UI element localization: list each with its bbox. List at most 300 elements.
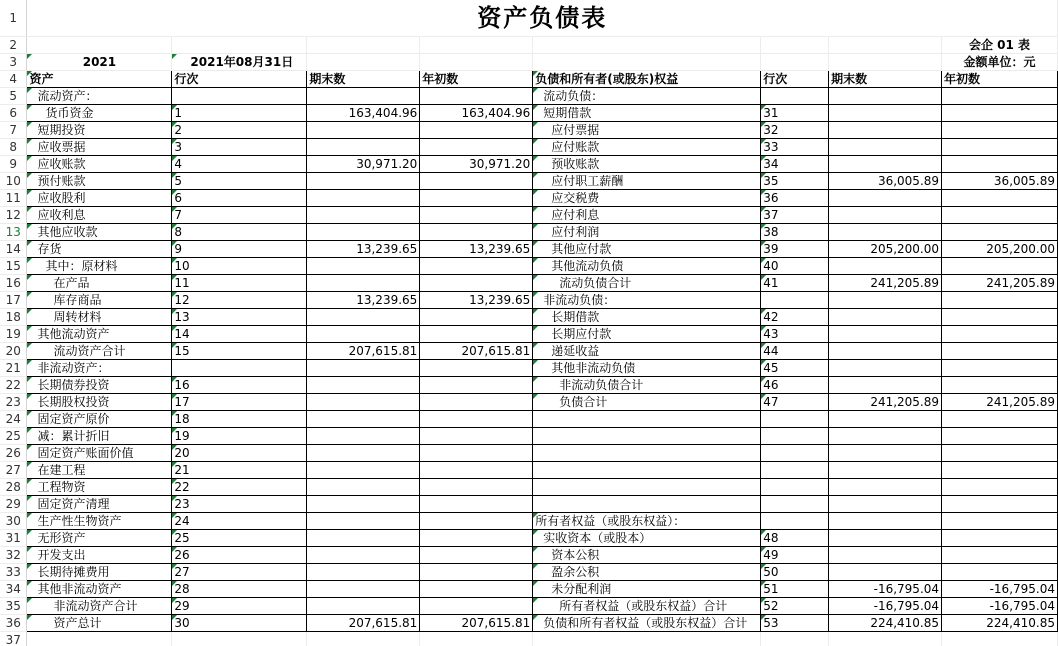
liability-end-value-cell[interactable] bbox=[829, 155, 942, 172]
liability-row-no-cell[interactable]: 32 bbox=[761, 121, 829, 138]
asset-row-no-cell[interactable] bbox=[172, 87, 307, 104]
asset-name-cell[interactable]: 生产性生物资产 bbox=[27, 512, 172, 529]
asset-begin-value-cell[interactable] bbox=[420, 478, 533, 495]
header-row-no-2[interactable]: 行次 bbox=[761, 70, 829, 87]
liability-end-value-cell[interactable] bbox=[829, 495, 942, 512]
asset-begin-value-cell[interactable]: 13,239.65 bbox=[420, 240, 533, 257]
asset-row-no-cell[interactable]: 18 bbox=[172, 410, 307, 427]
liability-name-cell[interactable]: 资本公积 bbox=[533, 546, 761, 563]
row-header[interactable]: 30 bbox=[0, 512, 27, 529]
asset-end-value-cell[interactable] bbox=[307, 580, 420, 597]
liability-begin-value-cell[interactable] bbox=[942, 155, 1058, 172]
liability-begin-value-cell[interactable] bbox=[942, 206, 1058, 223]
liability-end-value-cell[interactable] bbox=[829, 410, 942, 427]
empty-cell[interactable] bbox=[172, 631, 307, 646]
liability-name-cell[interactable] bbox=[533, 427, 761, 444]
liability-name-cell[interactable]: 应付账款 bbox=[533, 138, 761, 155]
liability-begin-value-cell[interactable] bbox=[942, 512, 1058, 529]
liability-row-no-cell[interactable]: 53 bbox=[761, 614, 829, 631]
asset-begin-value-cell[interactable] bbox=[420, 223, 533, 240]
asset-begin-value-cell[interactable] bbox=[420, 172, 533, 189]
header-end-balance-2[interactable]: 期末数 bbox=[829, 70, 942, 87]
asset-begin-value-cell[interactable] bbox=[420, 580, 533, 597]
asset-name-cell[interactable]: 流动资产： bbox=[27, 87, 172, 104]
date-cell[interactable]: 2021年08月31日 bbox=[172, 53, 307, 70]
asset-begin-value-cell[interactable] bbox=[420, 121, 533, 138]
liability-row-no-cell[interactable]: 39 bbox=[761, 240, 829, 257]
asset-end-value-cell[interactable] bbox=[307, 359, 420, 376]
liability-begin-value-cell[interactable] bbox=[942, 325, 1058, 342]
header-end-balance[interactable]: 期末数 bbox=[307, 70, 420, 87]
liability-begin-value-cell[interactable] bbox=[942, 444, 1058, 461]
liability-end-value-cell[interactable] bbox=[829, 444, 942, 461]
header-asset[interactable]: 资产 bbox=[27, 70, 172, 87]
liability-row-no-cell[interactable]: 40 bbox=[761, 257, 829, 274]
empty-cell[interactable] bbox=[942, 631, 1058, 646]
asset-row-no-cell[interactable]: 1 bbox=[172, 104, 307, 121]
liability-row-no-cell[interactable]: 45 bbox=[761, 359, 829, 376]
liability-name-cell[interactable]: 负债合计 bbox=[533, 393, 761, 410]
liability-name-cell[interactable] bbox=[533, 495, 761, 512]
liability-begin-value-cell[interactable]: 241,205.89 bbox=[942, 393, 1058, 410]
row-header[interactable]: 8 bbox=[0, 138, 27, 155]
currency-unit[interactable]: 金额单位：元 bbox=[942, 53, 1058, 70]
asset-begin-value-cell[interactable] bbox=[420, 359, 533, 376]
asset-end-value-cell[interactable] bbox=[307, 206, 420, 223]
asset-name-cell[interactable]: 应收利息 bbox=[27, 206, 172, 223]
liability-row-no-cell[interactable] bbox=[761, 495, 829, 512]
asset-end-value-cell[interactable]: 13,239.65 bbox=[307, 240, 420, 257]
liability-end-value-cell[interactable] bbox=[829, 325, 942, 342]
liability-name-cell[interactable] bbox=[533, 461, 761, 478]
row-header[interactable]: 21 bbox=[0, 359, 27, 376]
asset-end-value-cell[interactable] bbox=[307, 546, 420, 563]
liability-end-value-cell[interactable]: 205,200.00 bbox=[829, 240, 942, 257]
asset-name-cell[interactable]: 货币资金 bbox=[27, 104, 172, 121]
asset-end-value-cell[interactable] bbox=[307, 87, 420, 104]
liability-begin-value-cell[interactable] bbox=[942, 546, 1058, 563]
liability-name-cell[interactable]: 其他流动负债 bbox=[533, 257, 761, 274]
liability-row-no-cell[interactable]: 44 bbox=[761, 342, 829, 359]
asset-begin-value-cell[interactable]: 13,239.65 bbox=[420, 291, 533, 308]
liability-begin-value-cell[interactable]: -16,795.04 bbox=[942, 580, 1058, 597]
row-header[interactable]: 16 bbox=[0, 274, 27, 291]
asset-begin-value-cell[interactable] bbox=[420, 461, 533, 478]
liability-row-no-cell[interactable]: 49 bbox=[761, 546, 829, 563]
asset-row-no-cell[interactable]: 30 bbox=[172, 614, 307, 631]
asset-end-value-cell[interactable] bbox=[307, 189, 420, 206]
asset-name-cell[interactable]: 减：累计折旧 bbox=[27, 427, 172, 444]
asset-row-no-cell[interactable]: 20 bbox=[172, 444, 307, 461]
liability-end-value-cell[interactable] bbox=[829, 104, 942, 121]
row-header[interactable]: 37 bbox=[0, 631, 27, 646]
liability-end-value-cell[interactable] bbox=[829, 189, 942, 206]
liability-row-no-cell[interactable]: 51 bbox=[761, 580, 829, 597]
liability-end-value-cell[interactable] bbox=[829, 223, 942, 240]
header-begin-balance-2[interactable]: 年初数 bbox=[942, 70, 1058, 87]
asset-name-cell[interactable]: 长期待摊费用 bbox=[27, 563, 172, 580]
liability-row-no-cell[interactable]: 52 bbox=[761, 597, 829, 614]
asset-name-cell[interactable]: 预付账款 bbox=[27, 172, 172, 189]
asset-end-value-cell[interactable]: 207,615.81 bbox=[307, 614, 420, 631]
asset-begin-value-cell[interactable] bbox=[420, 87, 533, 104]
asset-begin-value-cell[interactable] bbox=[420, 189, 533, 206]
asset-end-value-cell[interactable] bbox=[307, 121, 420, 138]
row-header[interactable]: 12 bbox=[0, 206, 27, 223]
row-header[interactable]: 31 bbox=[0, 529, 27, 546]
liability-row-no-cell[interactable]: 48 bbox=[761, 529, 829, 546]
liability-name-cell[interactable]: 所有者权益（或股东权益）： bbox=[533, 512, 761, 529]
year-cell[interactable]: 2021 bbox=[27, 53, 172, 70]
liability-row-no-cell[interactable]: 33 bbox=[761, 138, 829, 155]
liability-end-value-cell[interactable] bbox=[829, 138, 942, 155]
liability-begin-value-cell[interactable] bbox=[942, 410, 1058, 427]
asset-name-cell[interactable]: 其中：原材料 bbox=[27, 257, 172, 274]
liability-end-value-cell[interactable] bbox=[829, 121, 942, 138]
row-header[interactable]: 20 bbox=[0, 342, 27, 359]
liability-end-value-cell[interactable]: -16,795.04 bbox=[829, 597, 942, 614]
liability-end-value-cell[interactable]: 224,410.85 bbox=[829, 614, 942, 631]
asset-row-no-cell[interactable]: 5 bbox=[172, 172, 307, 189]
asset-row-no-cell[interactable]: 15 bbox=[172, 342, 307, 359]
asset-row-no-cell[interactable]: 27 bbox=[172, 563, 307, 580]
liability-row-no-cell[interactable] bbox=[761, 444, 829, 461]
asset-begin-value-cell[interactable] bbox=[420, 325, 533, 342]
asset-end-value-cell[interactable]: 207,615.81 bbox=[307, 342, 420, 359]
asset-name-cell[interactable]: 在产品 bbox=[27, 274, 172, 291]
liability-name-cell[interactable]: 流动负债合计 bbox=[533, 274, 761, 291]
liability-begin-value-cell[interactable] bbox=[942, 529, 1058, 546]
asset-name-cell[interactable]: 固定资产原价 bbox=[27, 410, 172, 427]
asset-end-value-cell[interactable] bbox=[307, 274, 420, 291]
liability-begin-value-cell[interactable] bbox=[942, 308, 1058, 325]
asset-name-cell[interactable]: 应收账款 bbox=[27, 155, 172, 172]
liability-end-value-cell[interactable] bbox=[829, 512, 942, 529]
title-cell[interactable] bbox=[27, 0, 1058, 36]
asset-name-cell[interactable]: 其他非流动资产 bbox=[27, 580, 172, 597]
row-header[interactable]: 15 bbox=[0, 257, 27, 274]
liability-row-no-cell[interactable]: 31 bbox=[761, 104, 829, 121]
asset-begin-value-cell[interactable]: 207,615.81 bbox=[420, 614, 533, 631]
liability-end-value-cell[interactable]: 241,205.89 bbox=[829, 274, 942, 291]
asset-begin-value-cell[interactable] bbox=[420, 393, 533, 410]
liability-end-value-cell[interactable] bbox=[829, 529, 942, 546]
asset-name-cell[interactable]: 长期债券投资 bbox=[27, 376, 172, 393]
asset-end-value-cell[interactable] bbox=[307, 410, 420, 427]
asset-row-no-cell[interactable]: 10 bbox=[172, 257, 307, 274]
liability-name-cell[interactable]: 非流动负债： bbox=[533, 291, 761, 308]
asset-end-value-cell[interactable] bbox=[307, 512, 420, 529]
asset-end-value-cell[interactable]: 163,404.96 bbox=[307, 104, 420, 121]
liability-name-cell[interactable]: 应付职工薪酬 bbox=[533, 172, 761, 189]
row-header[interactable]: 33 bbox=[0, 563, 27, 580]
row-header[interactable]: 7 bbox=[0, 121, 27, 138]
liability-row-no-cell[interactable] bbox=[761, 461, 829, 478]
liability-begin-value-cell[interactable] bbox=[942, 427, 1058, 444]
asset-name-cell[interactable]: 存货 bbox=[27, 240, 172, 257]
asset-begin-value-cell[interactable] bbox=[420, 546, 533, 563]
asset-begin-value-cell[interactable]: 30,971.20 bbox=[420, 155, 533, 172]
liability-name-cell[interactable]: 应付利息 bbox=[533, 206, 761, 223]
liability-name-cell[interactable]: 实收资本（或股本） bbox=[533, 529, 761, 546]
liability-begin-value-cell[interactable]: 224,410.85 bbox=[942, 614, 1058, 631]
asset-row-no-cell[interactable]: 11 bbox=[172, 274, 307, 291]
row-header[interactable]: 18 bbox=[0, 308, 27, 325]
asset-end-value-cell[interactable] bbox=[307, 461, 420, 478]
asset-name-cell[interactable]: 资产总计 bbox=[27, 614, 172, 631]
asset-row-no-cell[interactable]: 9 bbox=[172, 240, 307, 257]
liability-end-value-cell[interactable] bbox=[829, 308, 942, 325]
asset-end-value-cell[interactable] bbox=[307, 495, 420, 512]
liability-end-value-cell[interactable]: 36,005.89 bbox=[829, 172, 942, 189]
row-header[interactable]: 14 bbox=[0, 240, 27, 257]
asset-end-value-cell[interactable]: 13,239.65 bbox=[307, 291, 420, 308]
liability-begin-value-cell[interactable] bbox=[942, 563, 1058, 580]
asset-name-cell[interactable]: 短期投资 bbox=[27, 121, 172, 138]
asset-row-no-cell[interactable]: 14 bbox=[172, 325, 307, 342]
liability-end-value-cell[interactable]: 241,205.89 bbox=[829, 393, 942, 410]
row-header[interactable]: 34 bbox=[0, 580, 27, 597]
liability-begin-value-cell[interactable] bbox=[942, 291, 1058, 308]
asset-name-cell[interactable]: 工程物资 bbox=[27, 478, 172, 495]
liability-row-no-cell[interactable]: 35 bbox=[761, 172, 829, 189]
liability-name-cell[interactable]: 未分配利润 bbox=[533, 580, 761, 597]
asset-end-value-cell[interactable]: 30,971.20 bbox=[307, 155, 420, 172]
liability-begin-value-cell[interactable] bbox=[942, 257, 1058, 274]
asset-row-no-cell[interactable]: 21 bbox=[172, 461, 307, 478]
liability-end-value-cell[interactable] bbox=[829, 546, 942, 563]
liability-begin-value-cell[interactable] bbox=[942, 342, 1058, 359]
liability-begin-value-cell[interactable] bbox=[942, 359, 1058, 376]
liability-name-cell[interactable]: 负债和所有者权益（或股东权益）合计 bbox=[533, 614, 761, 631]
asset-name-cell[interactable]: 非流动资产： bbox=[27, 359, 172, 376]
header-row-no[interactable]: 行次 bbox=[172, 70, 307, 87]
asset-name-cell[interactable]: 长期股权投资 bbox=[27, 393, 172, 410]
row-header[interactable]: 11 bbox=[0, 189, 27, 206]
liability-begin-value-cell[interactable] bbox=[942, 138, 1058, 155]
liability-end-value-cell[interactable] bbox=[829, 291, 942, 308]
liability-begin-value-cell[interactable] bbox=[942, 478, 1058, 495]
asset-begin-value-cell[interactable] bbox=[420, 138, 533, 155]
liability-row-no-cell[interactable]: 46 bbox=[761, 376, 829, 393]
liability-row-no-cell[interactable]: 37 bbox=[761, 206, 829, 223]
form-number[interactable]: 会企 01 表 bbox=[942, 36, 1058, 53]
asset-begin-value-cell[interactable] bbox=[420, 563, 533, 580]
liability-name-cell[interactable]: 长期借款 bbox=[533, 308, 761, 325]
asset-row-no-cell[interactable]: 28 bbox=[172, 580, 307, 597]
liability-begin-value-cell[interactable] bbox=[942, 87, 1058, 104]
liability-begin-value-cell[interactable] bbox=[942, 104, 1058, 121]
liability-end-value-cell[interactable] bbox=[829, 359, 942, 376]
asset-row-no-cell[interactable]: 22 bbox=[172, 478, 307, 495]
asset-row-no-cell[interactable]: 23 bbox=[172, 495, 307, 512]
liability-row-no-cell[interactable]: 42 bbox=[761, 308, 829, 325]
asset-end-value-cell[interactable] bbox=[307, 376, 420, 393]
liability-name-cell[interactable]: 长期应付款 bbox=[533, 325, 761, 342]
liability-row-no-cell[interactable]: 38 bbox=[761, 223, 829, 240]
asset-end-value-cell[interactable] bbox=[307, 223, 420, 240]
asset-row-no-cell[interactable]: 4 bbox=[172, 155, 307, 172]
empty-cell[interactable] bbox=[761, 631, 829, 646]
asset-row-no-cell[interactable] bbox=[172, 359, 307, 376]
liability-begin-value-cell[interactable] bbox=[942, 223, 1058, 240]
liability-name-cell[interactable]: 递延收益 bbox=[533, 342, 761, 359]
asset-begin-value-cell[interactable] bbox=[420, 257, 533, 274]
row-header[interactable]: 23 bbox=[0, 393, 27, 410]
liability-row-no-cell[interactable] bbox=[761, 410, 829, 427]
asset-row-no-cell[interactable]: 17 bbox=[172, 393, 307, 410]
liability-end-value-cell[interactable] bbox=[829, 376, 942, 393]
empty-cell[interactable] bbox=[829, 631, 942, 646]
row-header[interactable]: 9 bbox=[0, 155, 27, 172]
liability-end-value-cell[interactable] bbox=[829, 87, 942, 104]
liability-end-value-cell[interactable]: -16,795.04 bbox=[829, 580, 942, 597]
liability-row-no-cell[interactable] bbox=[761, 427, 829, 444]
liability-end-value-cell[interactable] bbox=[829, 257, 942, 274]
asset-row-no-cell[interactable]: 19 bbox=[172, 427, 307, 444]
liability-name-cell[interactable] bbox=[533, 410, 761, 427]
asset-row-no-cell[interactable]: 25 bbox=[172, 529, 307, 546]
header-liabilities[interactable]: 负债和所有者(或股东)权益 bbox=[533, 70, 761, 87]
liability-row-no-cell[interactable]: 43 bbox=[761, 325, 829, 342]
asset-name-cell[interactable]: 非流动资产合计 bbox=[27, 597, 172, 614]
liability-begin-value-cell[interactable]: 36,005.89 bbox=[942, 172, 1058, 189]
asset-row-no-cell[interactable]: 6 bbox=[172, 189, 307, 206]
liability-row-no-cell[interactable] bbox=[761, 512, 829, 529]
row-header[interactable]: 17 bbox=[0, 291, 27, 308]
empty-cell[interactable] bbox=[420, 631, 533, 646]
asset-name-cell[interactable]: 应收票据 bbox=[27, 138, 172, 155]
asset-begin-value-cell[interactable] bbox=[420, 529, 533, 546]
liability-end-value-cell[interactable] bbox=[829, 478, 942, 495]
liability-row-no-cell[interactable]: 34 bbox=[761, 155, 829, 172]
liability-name-cell[interactable]: 其他应付款 bbox=[533, 240, 761, 257]
liability-row-no-cell[interactable]: 47 bbox=[761, 393, 829, 410]
liability-end-value-cell[interactable] bbox=[829, 206, 942, 223]
row-header[interactable]: 27 bbox=[0, 461, 27, 478]
liability-end-value-cell[interactable] bbox=[829, 563, 942, 580]
row-header[interactable]: 32 bbox=[0, 546, 27, 563]
header-begin-balance[interactable]: 年初数 bbox=[420, 70, 533, 87]
row-header[interactable]: 25 bbox=[0, 427, 27, 444]
asset-begin-value-cell[interactable] bbox=[420, 206, 533, 223]
liability-name-cell[interactable]: 应付利润 bbox=[533, 223, 761, 240]
liability-name-cell[interactable]: 应交税费 bbox=[533, 189, 761, 206]
asset-end-value-cell[interactable] bbox=[307, 563, 420, 580]
asset-row-no-cell[interactable]: 26 bbox=[172, 546, 307, 563]
asset-row-no-cell[interactable]: 12 bbox=[172, 291, 307, 308]
row-header[interactable]: 13 bbox=[0, 223, 27, 240]
asset-name-cell[interactable]: 固定资产账面价值 bbox=[27, 444, 172, 461]
row-header[interactable]: 36 bbox=[0, 614, 27, 631]
asset-end-value-cell[interactable] bbox=[307, 257, 420, 274]
asset-name-cell[interactable]: 固定资产清理 bbox=[27, 495, 172, 512]
liability-end-value-cell[interactable] bbox=[829, 461, 942, 478]
asset-end-value-cell[interactable] bbox=[307, 393, 420, 410]
liability-row-no-cell[interactable] bbox=[761, 291, 829, 308]
asset-begin-value-cell[interactable] bbox=[420, 512, 533, 529]
asset-name-cell[interactable]: 在建工程 bbox=[27, 461, 172, 478]
liability-end-value-cell[interactable] bbox=[829, 342, 942, 359]
asset-row-no-cell[interactable]: 29 bbox=[172, 597, 307, 614]
row-header[interactable]: 28 bbox=[0, 478, 27, 495]
liability-name-cell[interactable] bbox=[533, 478, 761, 495]
liability-name-cell[interactable]: 所有者权益（或股东权益）合计 bbox=[533, 597, 761, 614]
asset-begin-value-cell[interactable]: 207,615.81 bbox=[420, 342, 533, 359]
liability-begin-value-cell[interactable]: 241,205.89 bbox=[942, 274, 1058, 291]
row-header[interactable]: 24 bbox=[0, 410, 27, 427]
row-header[interactable]: 6 bbox=[0, 104, 27, 121]
asset-end-value-cell[interactable] bbox=[307, 427, 420, 444]
asset-name-cell[interactable]: 其他应收款 bbox=[27, 223, 172, 240]
asset-name-cell[interactable]: 开发支出 bbox=[27, 546, 172, 563]
liability-name-cell[interactable]: 盈余公积 bbox=[533, 563, 761, 580]
empty-cell[interactable] bbox=[27, 631, 172, 646]
empty-cell[interactable] bbox=[307, 631, 420, 646]
asset-row-no-cell[interactable]: 3 bbox=[172, 138, 307, 155]
asset-begin-value-cell[interactable] bbox=[420, 597, 533, 614]
asset-name-cell[interactable]: 其他流动资产 bbox=[27, 325, 172, 342]
asset-end-value-cell[interactable] bbox=[307, 444, 420, 461]
asset-begin-value-cell[interactable] bbox=[420, 308, 533, 325]
asset-begin-value-cell[interactable] bbox=[420, 410, 533, 427]
liability-name-cell[interactable]: 预收账款 bbox=[533, 155, 761, 172]
asset-begin-value-cell[interactable]: 163,404.96 bbox=[420, 104, 533, 121]
asset-end-value-cell[interactable] bbox=[307, 597, 420, 614]
liability-name-cell[interactable]: 其他非流动负债 bbox=[533, 359, 761, 376]
asset-row-no-cell[interactable]: 2 bbox=[172, 121, 307, 138]
asset-end-value-cell[interactable] bbox=[307, 325, 420, 342]
asset-begin-value-cell[interactable] bbox=[420, 376, 533, 393]
asset-row-no-cell[interactable]: 8 bbox=[172, 223, 307, 240]
liability-begin-value-cell[interactable] bbox=[942, 461, 1058, 478]
liability-row-no-cell[interactable]: 36 bbox=[761, 189, 829, 206]
liability-name-cell[interactable]: 短期借款 bbox=[533, 104, 761, 121]
liability-name-cell[interactable]: 非流动负债合计 bbox=[533, 376, 761, 393]
asset-begin-value-cell[interactable] bbox=[420, 274, 533, 291]
row-header[interactable]: 1 bbox=[0, 0, 27, 36]
row-header[interactable]: 5 bbox=[0, 87, 27, 104]
asset-end-value-cell[interactable] bbox=[307, 308, 420, 325]
liability-begin-value-cell[interactable]: 205,200.00 bbox=[942, 240, 1058, 257]
liability-begin-value-cell[interactable] bbox=[942, 121, 1058, 138]
liability-name-cell[interactable]: 应付票据 bbox=[533, 121, 761, 138]
asset-begin-value-cell[interactable] bbox=[420, 495, 533, 512]
asset-row-no-cell[interactable]: 7 bbox=[172, 206, 307, 223]
asset-name-cell[interactable]: 应收股利 bbox=[27, 189, 172, 206]
asset-end-value-cell[interactable] bbox=[307, 529, 420, 546]
liability-begin-value-cell[interactable] bbox=[942, 495, 1058, 512]
asset-begin-value-cell[interactable] bbox=[420, 427, 533, 444]
row-header[interactable]: 26 bbox=[0, 444, 27, 461]
row-header[interactable]: 10 bbox=[0, 172, 27, 189]
liability-begin-value-cell[interactable] bbox=[942, 376, 1058, 393]
empty-cell[interactable] bbox=[533, 631, 761, 646]
row-header[interactable]: 3 bbox=[0, 53, 27, 70]
liability-row-no-cell[interactable] bbox=[761, 478, 829, 495]
asset-name-cell[interactable]: 流动资产合计 bbox=[27, 342, 172, 359]
row-header[interactable]: 22 bbox=[0, 376, 27, 393]
liability-row-no-cell[interactable]: 50 bbox=[761, 563, 829, 580]
liability-name-cell[interactable] bbox=[533, 444, 761, 461]
asset-name-cell[interactable]: 库存商品 bbox=[27, 291, 172, 308]
row-header[interactable]: 2 bbox=[0, 36, 27, 53]
row-header[interactable]: 35 bbox=[0, 597, 27, 614]
liability-row-no-cell[interactable] bbox=[761, 87, 829, 104]
asset-name-cell[interactable]: 周转材料 bbox=[27, 308, 172, 325]
asset-row-no-cell[interactable]: 16 bbox=[172, 376, 307, 393]
liability-begin-value-cell[interactable] bbox=[942, 189, 1058, 206]
